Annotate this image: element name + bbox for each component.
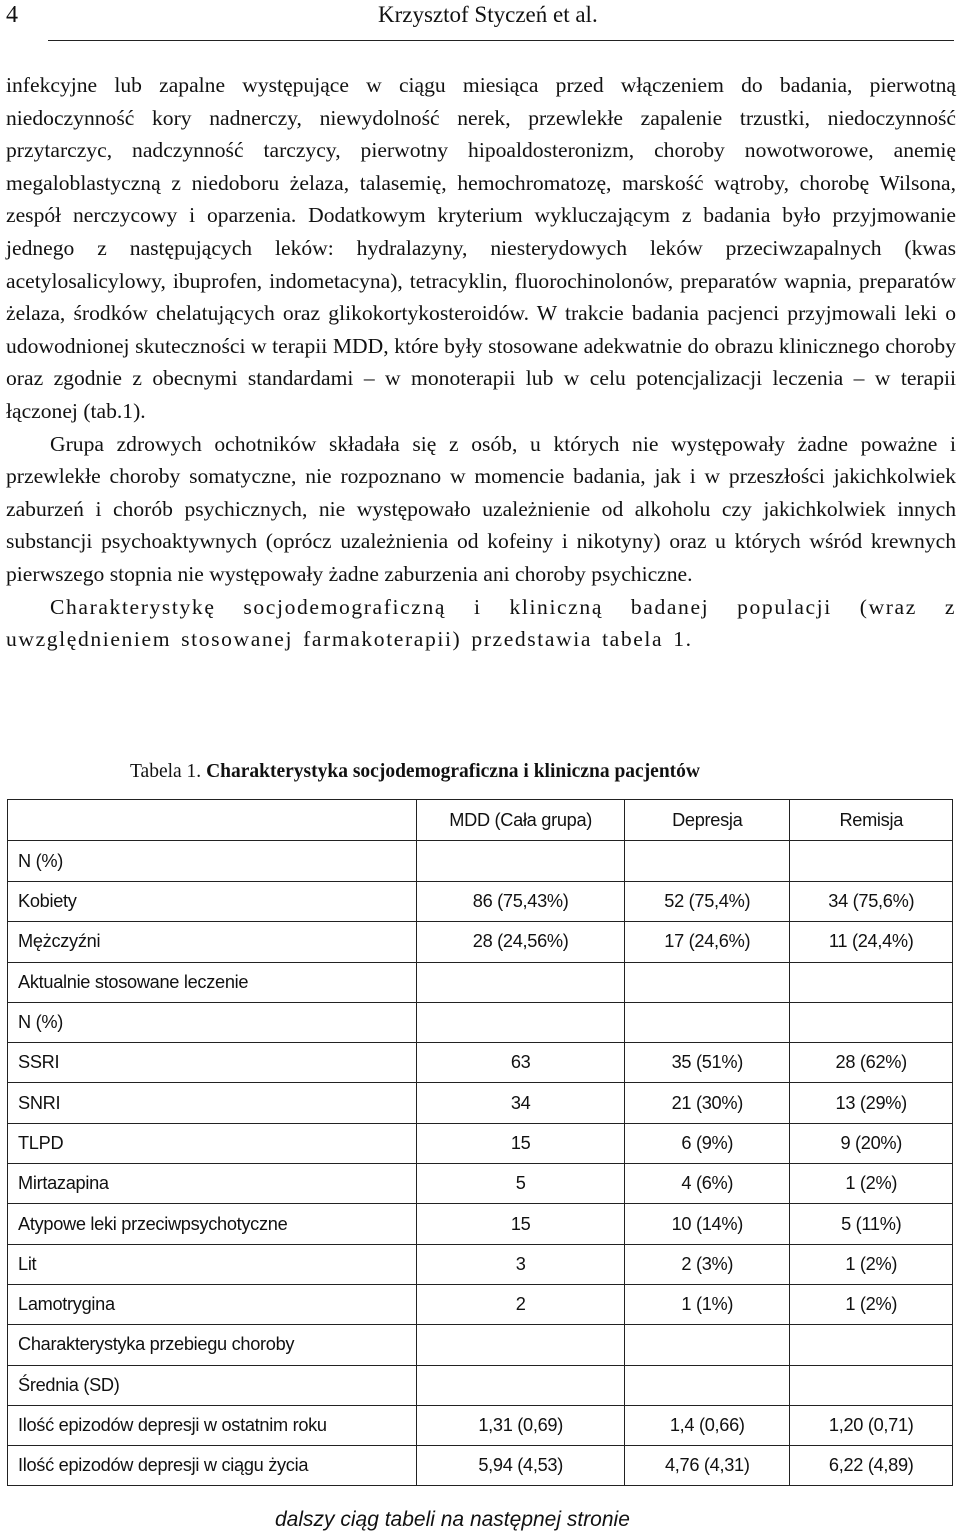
value-cell: [790, 962, 953, 1002]
table-header-row: [8, 800, 953, 841]
running-head: Krzysztof Styczeń et al.: [378, 2, 598, 27]
row-label-cell: N (%): [8, 841, 417, 882]
row-label-cell: TLPD: [8, 1123, 417, 1163]
value-cell: 1,20 (0,71): [790, 1405, 953, 1445]
value-cell: 35 (51%): [625, 1043, 790, 1083]
row-label-cell: Lamotrygina: [8, 1284, 417, 1324]
value-cell: 17 (24,6%): [625, 922, 790, 962]
value-cell: 10 (14%): [625, 1204, 790, 1244]
table-row: [8, 922, 953, 962]
value-cell: 1 (1%): [625, 1284, 790, 1324]
value-cell: [625, 841, 790, 882]
value-cell: 11 (24,4%): [790, 922, 953, 962]
table-row: [8, 1446, 953, 1486]
row-label-cell: Ilość epizodów depresji w ostatnim roku: [8, 1405, 417, 1445]
value-cell: 1 (2%): [790, 1284, 953, 1324]
value-cell: 5 (11%): [790, 1204, 953, 1244]
row-label-cell: Charakterystyka przebiegu choroby: [8, 1325, 417, 1365]
table-row: [8, 1204, 953, 1244]
value-cell: 1 (2%): [790, 1164, 953, 1204]
table-caption-title: Charakterystyka socjodemograficzna i kliniczna pacjentów: [206, 761, 701, 782]
paragraph-exclusion-criteria: infekcyjne lub zapalne występujące w ciągu miesiąca przed włączeniem do badania, pierwotną niedoczynność kory nadnerczy, niewydolność nerek, przewlekłe zapalenie trzustki, niedoczynność przytarczyc, nadczynność tarczycy, pierwotny hipoaldosteronizm, choroby nowotworowe, anemię megaloblastyczną z niedoboru żelaza, talasemię, hemochromatozę, marskość wątroby, chorobę Wilsona, zespół nerczycowy i oparzenia. Dodatkowym kryterium wykluczającym z badania było przyjmowanie jednego z następujących leków: hydralazyny, niesterydowych leków przeciwzapalnych (kwas acetylosalicylowy, ibuprofen, indometacyna), tetracyklin, fluorochinolonów, preparatów wapnia, preparatów żelaza, środków chelatujących oraz glikokortykosteroidów. W trakcie badania pacjenci przyjmowali leki o udowodnionej skuteczności w terapii MDD, które były stosowane adekwatnie do obrazu klinicznego choroby oraz zgodnie z obecnymi standardami – w monoterapii lub w celu potencjalizacji leczenia – w terapii łączonej (tab.1).: [6, 73, 956, 423]
characteristics-table: [7, 799, 953, 1486]
value-cell: 5,94 (4,53): [417, 1446, 625, 1486]
row-label-cell: Kobiety: [8, 882, 417, 922]
row-label-cell: Średnia (SD): [8, 1365, 417, 1405]
value-cell: 1,4 (0,66): [625, 1405, 790, 1445]
value-cell: 6 (9%): [625, 1123, 790, 1163]
paragraph-table-reference: Charakterystykę socjodemograficzną i kliniczną badanej populacji (wraz z uwzględnieniem stosowanej farmakoterapii) przedstawia tabela 1.: [6, 594, 956, 652]
table-caption: [130, 761, 700, 783]
value-cell: 5: [417, 1164, 625, 1204]
table-row: [8, 1123, 953, 1163]
value-cell: 28 (62%): [790, 1043, 953, 1083]
value-cell: 4,76 (4,31): [625, 1446, 790, 1486]
table-row: [8, 962, 953, 1002]
value-cell: 6,22 (4,89): [790, 1446, 953, 1486]
table-row: [8, 1365, 953, 1405]
header-cell-label: [8, 800, 417, 841]
value-cell: 1,31 (0,69): [417, 1405, 625, 1445]
table-row: [8, 1043, 953, 1083]
value-cell: [625, 1002, 790, 1042]
row-label-cell: Lit: [8, 1244, 417, 1284]
value-cell: [417, 1002, 625, 1042]
value-cell: [417, 1365, 625, 1405]
value-cell: [790, 1002, 953, 1042]
value-cell: [417, 841, 625, 882]
table-row: [8, 1164, 953, 1204]
header-cell-depresja: Depresja: [625, 800, 790, 841]
table-row: [8, 882, 953, 922]
header-rule: [48, 40, 954, 41]
table-row: [8, 1405, 953, 1445]
table-row: [8, 841, 953, 882]
value-cell: [417, 1325, 625, 1365]
value-cell: 1 (2%): [790, 1244, 953, 1284]
page-number: 4: [6, 2, 18, 28]
table-row: [8, 1325, 953, 1365]
row-label-cell: SNRI: [8, 1083, 417, 1123]
value-cell: 4 (6%): [625, 1164, 790, 1204]
row-label-cell: Atypowe leki przeciwpsychotyczne: [8, 1204, 417, 1244]
header-cell-mdd: MDD (Cała grupa): [417, 800, 625, 841]
value-cell: [790, 841, 953, 882]
header-cell-remisja: Remisja: [790, 800, 953, 841]
table-continued-note: dalszy ciąg tabeli na następnej stronie: [275, 1508, 630, 1531]
value-cell: 3: [417, 1244, 625, 1284]
value-cell: [790, 1365, 953, 1405]
table-row: [8, 1002, 953, 1042]
value-cell: 2: [417, 1284, 625, 1324]
value-cell: 9 (20%): [790, 1123, 953, 1163]
row-label-cell: N (%): [8, 1002, 417, 1042]
value-cell: 86 (75,43%): [417, 882, 625, 922]
value-cell: [417, 962, 625, 1002]
paragraph-healthy-controls: Grupa zdrowych ochotników składała się z osób, u których nie występowały żadne poważne i przewlekłe choroby somatyczne, nie rozpoznano w momencie badania, jak i w przeszłości jakichkolwiek zaburzeń i chorób psychicznych, nie występowało uzależnienie od alkoholu czy jakichkolwiek innych substancji psychoaktywnych (oprócz uzależnienia od kofeiny i nikotyny) oraz u których wśród krewnych pierwszego stopnia nie występowały żadne zaburzenia ani choroby psychiczne.: [6, 431, 956, 586]
value-cell: 28 (24,56%): [417, 922, 625, 962]
value-cell: [790, 1325, 953, 1365]
row-label-cell: Ilość epizodów depresji w ciągu życia: [8, 1446, 417, 1486]
value-cell: [625, 1325, 790, 1365]
row-label-cell: Aktualnie stosowane leczenie: [8, 962, 417, 1002]
row-label-cell: Mirtazapina: [8, 1164, 417, 1204]
value-cell: 63: [417, 1043, 625, 1083]
value-cell: 52 (75,4%): [625, 882, 790, 922]
value-cell: 21 (30%): [625, 1083, 790, 1123]
value-cell: [625, 1365, 790, 1405]
table-row: [8, 1244, 953, 1284]
row-label-cell: Mężczyźni: [8, 922, 417, 962]
table-row: [8, 1284, 953, 1324]
table-row: [8, 1083, 953, 1123]
value-cell: 15: [417, 1204, 625, 1244]
value-cell: [625, 962, 790, 1002]
value-cell: 34: [417, 1083, 625, 1123]
table-caption-prefix: Tabela 1.: [130, 761, 202, 782]
value-cell: 34 (75,6%): [790, 882, 953, 922]
value-cell: 13 (29%): [790, 1083, 953, 1123]
body-text: [6, 69, 956, 656]
value-cell: 15: [417, 1123, 625, 1163]
row-label-cell: SSRI: [8, 1043, 417, 1083]
value-cell: 2 (3%): [625, 1244, 790, 1284]
